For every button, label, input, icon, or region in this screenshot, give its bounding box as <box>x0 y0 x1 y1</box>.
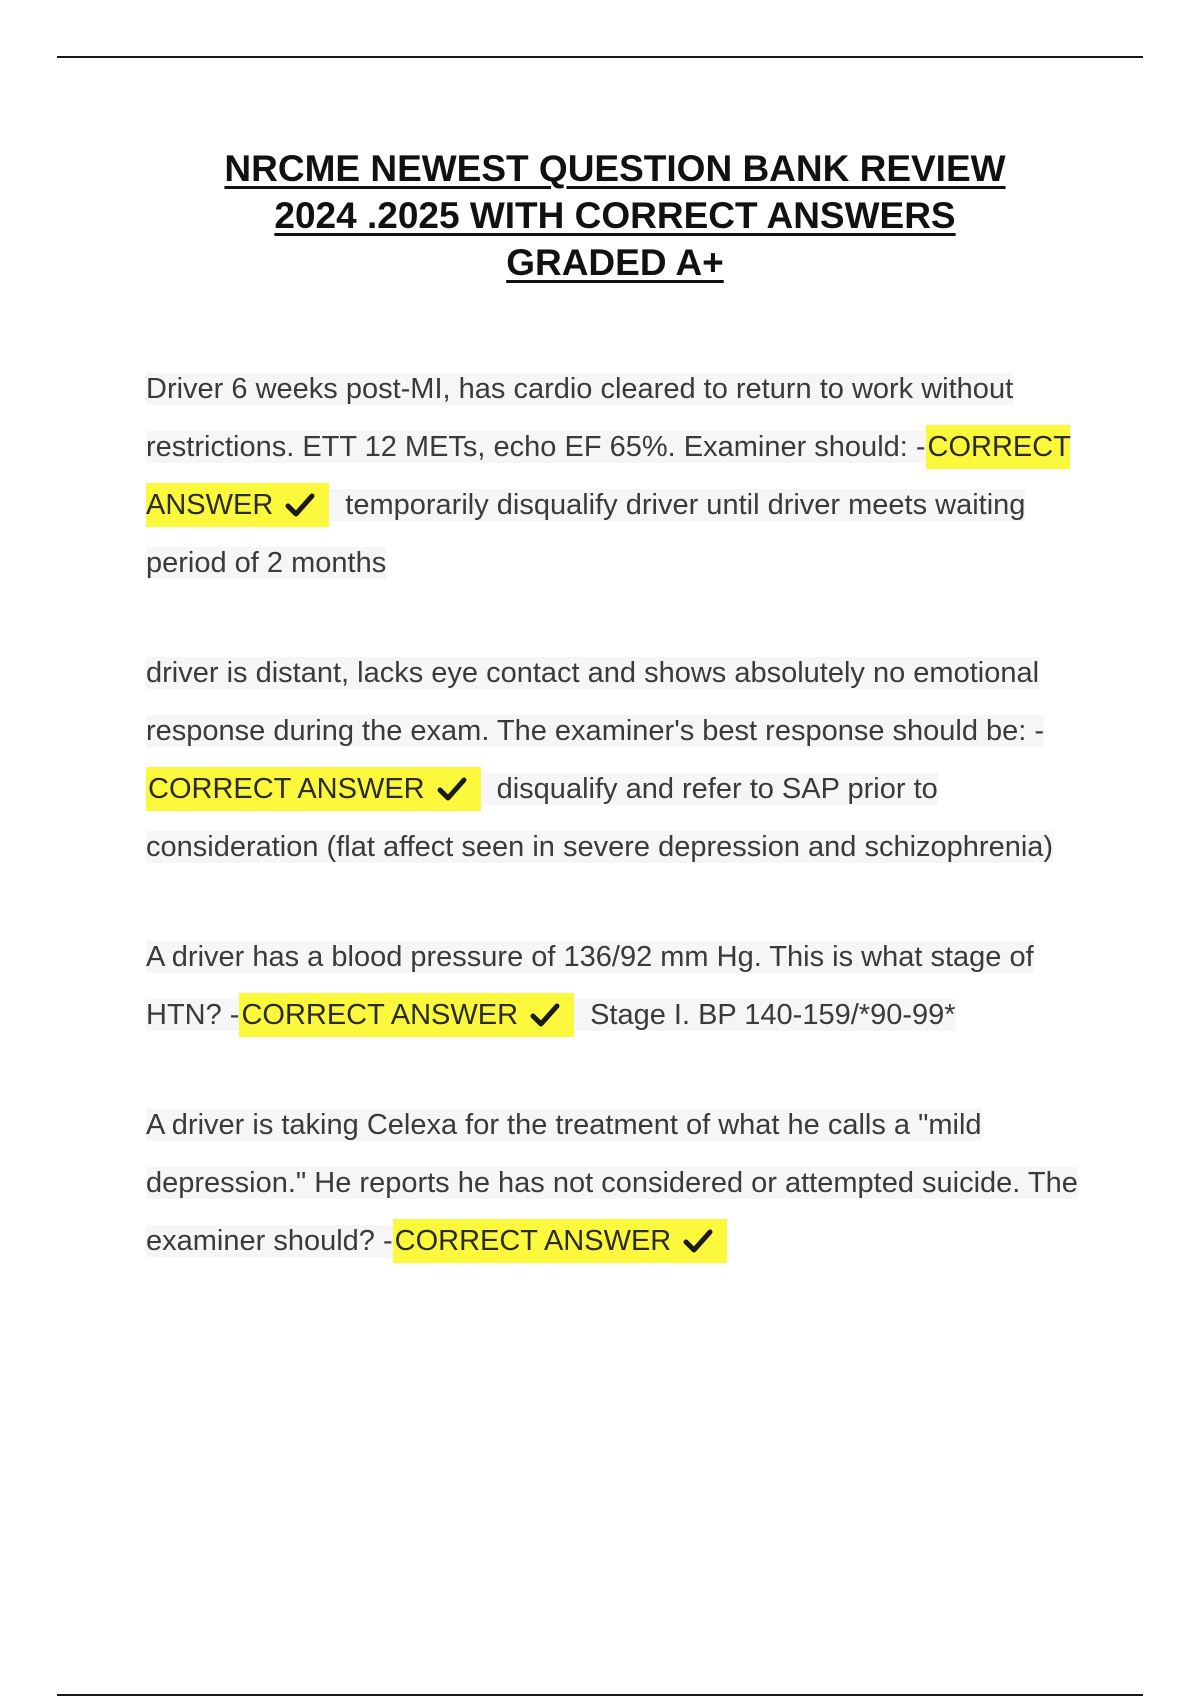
checkmark-icon <box>437 776 467 802</box>
answer-label: CORRECT ANSWER <box>148 773 425 805</box>
answer-text: temporarily disqualify driver until driver meets waiting period of 2 months <box>146 489 1026 579</box>
top-rule <box>57 56 1143 58</box>
question-text: A driver is taking Celexa for the treatment of what he calls a "mild depression." He reports he has not considered or attempted suicide. The examiner should? - <box>146 1109 1078 1257</box>
title-line-1: NRCME NEWEST QUESTION BANK REVIEW <box>224 148 1006 189</box>
question-item <box>146 928 1086 1044</box>
answer-highlight <box>239 993 574 1037</box>
question-text: driver is distant, lacks eye contact and shows absolutely no emotional response during the exam. The examiner's best response should be: - <box>146 657 1045 747</box>
question-list <box>146 360 1086 1322</box>
question-item <box>146 1096 1086 1270</box>
checkmark-icon <box>285 492 315 518</box>
question-text: A driver has a blood pressure of 136/92 mm Hg. This is what stage of HTN? - <box>146 941 1034 1031</box>
answer-label: CORRECT ANSWER <box>394 1225 672 1257</box>
document-title <box>120 145 1110 286</box>
bottom-rule <box>57 1694 1143 1696</box>
checkmark-icon <box>683 1228 713 1254</box>
checkmark-icon <box>530 1002 560 1028</box>
answer-text: disqualify and refer to SAP prior to consideration (flat affect seen in severe depression and schizophrenia) <box>146 773 1054 863</box>
question-text: Driver 6 weeks post-MI, has cardio cleared to return to work without restrictions. ETT 12 METs, echo EF 65%. Examiner should: - <box>146 373 1014 463</box>
answer-highlight <box>146 767 481 811</box>
question-item <box>146 644 1086 876</box>
answer-highlight <box>393 1219 728 1263</box>
question-item <box>146 360 1086 592</box>
title-line-3: GRADED A+ <box>506 242 724 283</box>
answer-label: CORRECT ANSWER <box>241 999 519 1031</box>
title-line-2: 2024 .2025 WITH CORRECT ANSWERS <box>274 195 956 236</box>
answer-label: CORRECT ANSWER <box>146 431 1071 521</box>
answer-text: Stage I. BP 140-159/*90-99* <box>574 999 955 1031</box>
